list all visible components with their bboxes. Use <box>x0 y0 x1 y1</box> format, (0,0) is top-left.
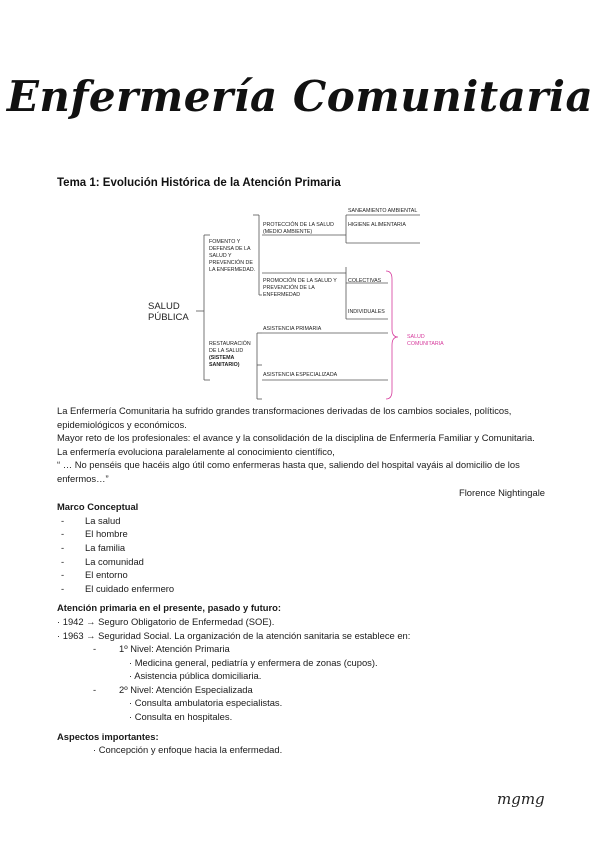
aspectos-item: · Concepción y enfoque hacia la enfermedad. <box>93 744 283 756</box>
saneamiento: SANEAMIENTO AMBIENTAL <box>348 208 418 214</box>
promocion-line: ENFERMEDAD <box>263 292 301 298</box>
individuales: INDIVIDUALES <box>348 309 385 315</box>
list-item: - La comunidad <box>61 555 144 567</box>
fomento-line: FOMENTO Y <box>209 239 241 245</box>
restauracion-line: RESTAURACIÓN <box>209 341 251 347</box>
higiene: HIGIENE ALIMENTARIA <box>348 222 406 228</box>
fomento-line: LA ENFERMEDAD. <box>209 267 256 273</box>
nivel-item: - 1º Nivel: Atención Primaria <box>93 643 230 655</box>
page-title: Enfermería Comunitaria <box>6 72 594 121</box>
fomento-line: PREVENCIÓN DE <box>209 260 253 266</box>
marco-list <box>57 514 547 596</box>
proteccion-line: (MEDIO AMBIENTE) <box>263 229 313 235</box>
diagram-root-line: PÚBLICA <box>148 312 189 323</box>
colectivas: COLECTIVAS <box>348 278 382 284</box>
sistema-line: SANITARIO) <box>209 362 240 368</box>
main-body <box>57 404 547 757</box>
list-item: - La familia <box>61 541 126 553</box>
proteccion-line: PROTECCIÓN DE LA SALUD <box>263 222 334 228</box>
asistencia-primaria: ASISTENCIA PRIMARIA <box>263 326 322 332</box>
nivel-subitem: · Medicina general, pediatría y enfermera de zonas (cupos). <box>129 656 378 668</box>
aspectos-title: Aspectos importantes: <box>57 730 159 742</box>
signature: mgmg <box>497 790 545 808</box>
quote-author: Florence Nightingale <box>459 486 545 498</box>
list-item: - El hombre <box>61 528 128 540</box>
promocion-line: PROMOCIÓN DE LA SALUD Y <box>263 278 337 284</box>
nightingale-quote: “ … No penséis que hacéis algo útil como enfermeras hasta que, saliendo del hospital vayáis al domicilio de los enfermos…” <box>57 459 520 484</box>
list-item: - El cuidado enfermero <box>61 582 175 594</box>
salud-comunitaria-line: SALUD <box>407 334 425 340</box>
atencion-line: · 1963 → Seguridad Social. La organización de la atención sanitaria se establece en: <box>57 629 411 641</box>
diagram-root-line: SALUD <box>148 301 180 312</box>
intro-paragraph: Mayor reto de los profesionales: el avance y la consolidación de la disciplina de Enfermería Familiar y Comunitaria. <box>57 432 535 444</box>
list-item: - La salud <box>61 514 121 526</box>
salud-comunitaria-line: COMUNITARIA <box>407 341 444 347</box>
nivel-subitem: · Consulta ambulatoria especialistas. <box>129 697 283 709</box>
atencion-line: · 1942 → Seguro Obligatorio de Enfermedad (SOE). <box>57 615 275 627</box>
fomento-line: DEFENSA DE LA <box>209 246 251 252</box>
fomento-line: SALUD Y <box>209 253 232 259</box>
list-item: - El entorno <box>61 569 128 581</box>
section-heading: Tema 1: Evolución Histórica de la Atención Primaria <box>57 177 341 189</box>
intro-paragraph: La enfermería evoluciona paralelamente al conocimiento científico, <box>57 445 335 457</box>
nivel-item: - 2º Nivel: Atención Especializada <box>93 683 253 695</box>
salud-publica-diagram <box>0 195 600 405</box>
intro-paragraph: La Enfermería Comunitaria ha sufrido grandes transformaciones derivadas de los cambios sociales, políticos, epidemiológicos y económicos. <box>57 405 512 430</box>
asistencia-especializada: ASISTENCIA ESPECIALIZADA <box>263 372 338 378</box>
sistema-line: (SISTEMA <box>209 355 235 361</box>
nivel-subitem: · Consulta en hospitales. <box>129 711 233 723</box>
promocion-line: PREVENCIÓN DE LA <box>263 285 315 291</box>
marco-title: Marco Conceptual <box>57 501 139 513</box>
nivel-subitem: · Asistencia pública domiciliaria. <box>129 670 262 682</box>
atencion-title: Atención primaria en el presente, pasado y futuro: <box>57 602 282 614</box>
restauracion-line: DE LA SALUD <box>209 348 244 354</box>
